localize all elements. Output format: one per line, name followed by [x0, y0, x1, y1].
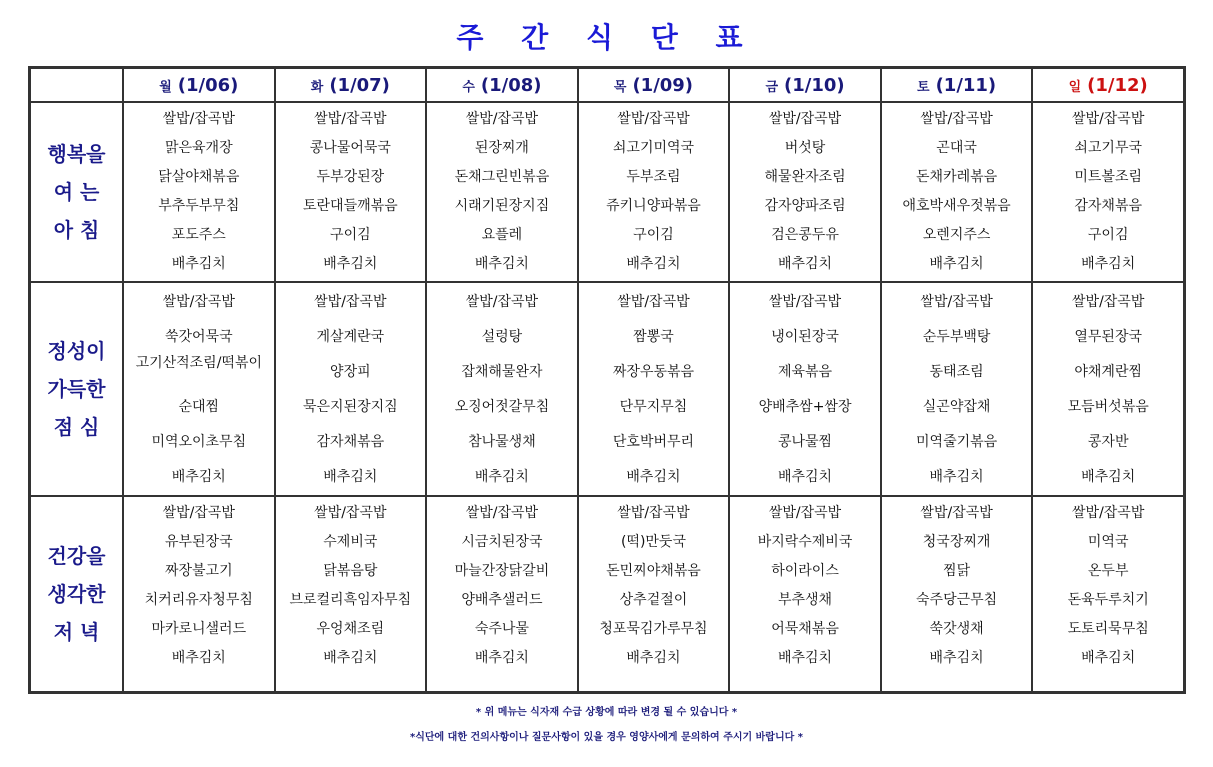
- meal-label-line: 여 는: [53, 180, 100, 204]
- menu-list: [882, 103, 1032, 279]
- menu-item: 게살계란국: [316, 329, 385, 345]
- day-header: [881, 68, 1033, 102]
- page-title: 주 간 식 단 표: [456, 21, 757, 54]
- menu-cell: [275, 496, 427, 692]
- day-icon: 수: [462, 79, 475, 95]
- menu-list: [579, 283, 729, 495]
- menu-item: 부추생채: [777, 592, 833, 608]
- menu-item: 두부조림: [626, 169, 681, 185]
- menu-item: 배추김치: [323, 469, 378, 485]
- menu-item: 배추김치: [626, 650, 681, 666]
- menu-item: 제육볶음: [777, 364, 833, 380]
- menu-item: 포도주스: [171, 227, 226, 243]
- menu-item: 온두부: [1087, 563, 1129, 579]
- menu-item: 쌀밥/잡곡밥: [465, 111, 539, 127]
- meal-label-line: 점 심: [53, 415, 100, 439]
- menu-cell: [426, 102, 578, 282]
- menu-item: 시금치된장국: [461, 534, 543, 550]
- menu-cell: [578, 496, 730, 692]
- menu-item: 두부강된장: [316, 169, 385, 185]
- meal-row: [30, 282, 1184, 496]
- menu-item: 쌀밥/잡곡밥: [617, 111, 690, 127]
- menu-item: 양장피: [330, 364, 371, 380]
- menu-item: 배추김치: [777, 650, 833, 666]
- day-date: (1/10): [784, 74, 845, 96]
- menu-item: 감자채볶음: [1074, 198, 1142, 214]
- meal-label: [30, 282, 123, 496]
- menu-cell: [123, 102, 275, 282]
- menu-item: 미역줄기볶음: [916, 434, 998, 450]
- menu-item: 쌀밥/잡곡밥: [1072, 111, 1145, 127]
- menu-item: 콩나물어묵국: [309, 140, 391, 156]
- menu-item: 냉이된장국: [771, 329, 839, 345]
- menu-item: 순대찜: [178, 399, 220, 415]
- menu-item: 쌀밥/잡곡밥: [768, 294, 842, 310]
- menu-item: 토란대들깨볶음: [303, 198, 398, 214]
- menu-item: 배추김치: [323, 256, 378, 272]
- menu-item: 배추김치: [474, 469, 529, 485]
- menu-item: 돈채그린빈볶음: [454, 169, 550, 185]
- menu-cell: [881, 102, 1033, 282]
- menu-list: [882, 497, 1032, 673]
- menu-item: 배추김치: [474, 650, 529, 666]
- menu-item: 쌀밥/잡곡밥: [162, 294, 235, 310]
- menu-item: 감자채볶음: [316, 434, 385, 450]
- menu-item: 배추김치: [171, 469, 226, 485]
- menu-item: 콩나물찜: [777, 434, 833, 450]
- menu-item: 숙주당근무침: [916, 592, 998, 608]
- menu-item: 실곤약잡채: [922, 399, 991, 415]
- menu-item: 미역오이초무침: [151, 434, 247, 450]
- menu-item: 열무된장국: [1074, 329, 1142, 345]
- menu-item: 배추김치: [929, 256, 984, 272]
- menu-item: 잡채해물완자: [461, 364, 543, 380]
- menu-item: 양배추샐러드: [461, 592, 543, 608]
- menu-item: 쥬키니양파볶음: [606, 198, 701, 214]
- corner-cell: [30, 68, 123, 102]
- menu-cell: [123, 282, 275, 496]
- day-date: (1/09): [632, 74, 694, 96]
- menu-item: 모듬버섯볶음: [1067, 399, 1149, 415]
- day-icon: 금: [765, 79, 778, 95]
- menu-item: 쑥갓어묵국: [164, 329, 233, 345]
- menu-item: 양배추쌈+쌈장: [758, 399, 852, 415]
- menu-item: 배추김치: [474, 256, 529, 272]
- menu-item: 해물완자조림: [764, 169, 846, 185]
- menu-item: 청포묵김가루무침: [599, 621, 708, 637]
- day-icon: 토: [917, 79, 930, 95]
- day-date: (1/12): [1087, 74, 1148, 96]
- menu-item: 부추두부무침: [158, 198, 240, 214]
- menu-item: (떡)만둣국: [620, 534, 686, 550]
- menu-item: 수제비국: [323, 534, 378, 550]
- day-date: (1/07): [329, 74, 390, 96]
- menu-cell: [578, 282, 730, 496]
- menu-item: 맑은육개장: [164, 140, 233, 156]
- day-header: [729, 68, 881, 102]
- menu-item: 쌀밥/잡곡밥: [465, 505, 539, 521]
- meal-label: [30, 102, 123, 282]
- menu-item: 배추김치: [1081, 650, 1136, 666]
- menu-list: [276, 103, 426, 279]
- menu-item: 오렌지주스: [922, 227, 991, 243]
- menu-item: 야채계란찜: [1074, 364, 1142, 380]
- day-header: [1032, 68, 1184, 102]
- day-header: [426, 68, 578, 102]
- menu-item: 배추김치: [171, 650, 226, 666]
- menu-item: 배추김치: [777, 469, 833, 485]
- meal-label-line: 행복을: [47, 142, 106, 166]
- menu-item: 구이김: [1087, 227, 1129, 243]
- day-header: [578, 68, 730, 102]
- menu-item: 단호박버무리: [612, 434, 695, 450]
- menu-item: 배추김치: [323, 650, 378, 666]
- menu-item: 배추김치: [777, 256, 833, 272]
- menu-item: 닭볶음탕: [323, 563, 378, 579]
- day-date: (1/08): [480, 74, 542, 96]
- day-date: (1/06): [177, 74, 239, 96]
- note-contact-dietitian: *식단에 대한 건의사항이나 질문사항이 있을 경우 영양사에게 문의하여 주시기 바랍니다 *: [409, 732, 804, 743]
- menu-item: 미역국: [1087, 534, 1129, 550]
- menu-item: 동태조림: [929, 364, 984, 380]
- menu-list: [427, 103, 577, 279]
- menu-item: 브로컬리흑임자무침: [289, 592, 412, 608]
- day-header: [123, 68, 275, 102]
- menu-item: 쌀밥/잡곡밥: [617, 294, 690, 310]
- menu-item: 쌀밥/잡곡밥: [162, 505, 235, 521]
- meal-label-line: 정성이: [47, 339, 106, 363]
- menu-item: 콩자반: [1087, 434, 1129, 450]
- meal-label-line: 생각한: [47, 582, 106, 606]
- menu-item: 쌀밥/잡곡밥: [1072, 294, 1145, 310]
- menu-cell: [1032, 102, 1184, 282]
- menu-cell: [881, 282, 1033, 496]
- menu-list: [124, 103, 274, 279]
- menu-item: 짜장불고기: [164, 563, 233, 579]
- menu-cell: [881, 496, 1033, 692]
- meal-label-line: 저 녁: [53, 620, 100, 644]
- menu-item: 오징어젓갈무침: [454, 399, 550, 415]
- menu-item: 짬뽕국: [633, 329, 674, 345]
- menu-item: 쌀밥/잡곡밥: [162, 111, 235, 127]
- menu-item: 닭살야채볶음: [158, 169, 240, 185]
- day-icon: 월: [159, 79, 172, 95]
- menu-list: [730, 283, 880, 495]
- menu-item: 요플레: [481, 227, 523, 243]
- note-menu-change: * 위 메뉴는 식자재 수급 상황에 따라 변경 될 수 있습니다 *: [475, 707, 738, 718]
- meal-label-line: 가득한: [47, 377, 106, 401]
- menu-item: 곤대국: [936, 140, 977, 156]
- menu-item: 쌀밥/잡곡밥: [768, 505, 842, 521]
- menu-cell: [275, 102, 427, 282]
- menu-list: [124, 497, 274, 673]
- menu-list: [427, 497, 577, 673]
- menu-item: 배추김치: [626, 469, 681, 485]
- menu-item: 상추겉절이: [619, 592, 688, 608]
- menu-cell: [578, 102, 730, 282]
- menu-list: [276, 497, 426, 673]
- menu-item: 순두부백탕: [922, 329, 991, 345]
- menu-list: [124, 283, 274, 495]
- menu-item: 우엉채조림: [316, 621, 385, 637]
- menu-item: 설렁탕: [481, 329, 523, 345]
- menu-item: 배추김치: [626, 256, 681, 272]
- menu-item: 쌀밥/잡곡밥: [465, 294, 539, 310]
- menu-list: [730, 497, 880, 673]
- day-icon: 화: [310, 79, 324, 95]
- day-icon: 일: [1068, 79, 1082, 95]
- menu-list: [579, 497, 729, 673]
- day-date: (1/11): [935, 74, 997, 96]
- menu-list: [1033, 497, 1183, 673]
- menu-item: 쌀밥/잡곡밥: [617, 505, 690, 521]
- menu-item: 마늘간장닭갈비: [454, 563, 550, 579]
- menu-item: 어묵채볶음: [771, 621, 839, 637]
- day-header: [275, 68, 427, 102]
- menu-item: 도토리묵무침: [1067, 621, 1149, 637]
- menu-item: 쌀밥/잡곡밥: [1072, 505, 1145, 521]
- menu-item: 단무지무침: [619, 399, 688, 415]
- menu-item: 돈민찌야채볶음: [606, 563, 701, 579]
- menu-item: 애호박새우젓볶음: [902, 198, 1011, 214]
- menu-cell: [1032, 282, 1184, 496]
- menu-item: 청국장찌개: [922, 534, 991, 550]
- weekly-menu-table: [28, 66, 1186, 694]
- menu-cell: [729, 496, 881, 692]
- menu-item: 배추김치: [171, 256, 226, 272]
- meal-label-line: 아 침: [53, 218, 100, 242]
- menu-list: [1033, 103, 1183, 279]
- menu-list: [1033, 283, 1183, 495]
- menu-cell: [729, 102, 881, 282]
- menu-item: 짜장우동볶음: [612, 364, 695, 380]
- menu-item: 바지락수제비국: [757, 534, 853, 550]
- menu-cell: [426, 282, 578, 496]
- meal-row: [30, 496, 1184, 692]
- menu-item: 된장찌개: [474, 140, 529, 156]
- day-icon: 목: [613, 79, 627, 95]
- menu-item: 마카로니샐러드: [151, 621, 247, 637]
- menu-list: [882, 283, 1032, 495]
- menu-cell: [123, 496, 275, 692]
- menu-item: 구이김: [633, 227, 674, 243]
- menu-item: 참나물생채: [468, 434, 536, 450]
- menu-item: 구이김: [330, 227, 371, 243]
- menu-item: 쌀밥/잡곡밥: [314, 505, 387, 521]
- menu-item: 쌀밥/잡곡밥: [920, 294, 993, 310]
- menu-list: [730, 103, 880, 279]
- menu-item: 쌀밥/잡곡밥: [920, 111, 993, 127]
- menu-item: 하이라이스: [771, 563, 839, 579]
- menu-list: [276, 283, 426, 495]
- menu-cell: [1032, 496, 1184, 692]
- menu-list: [427, 283, 577, 495]
- menu-item: 배추김치: [929, 469, 984, 485]
- menu-cell: [426, 496, 578, 692]
- menu-item: 감자양파조림: [764, 198, 846, 214]
- menu-item: 시래기된장지짐: [454, 198, 550, 214]
- menu-item: 쌀밥/잡곡밥: [920, 505, 993, 521]
- menu-item: 치커리유자청무침: [144, 592, 253, 608]
- menu-item: 버섯탕: [784, 140, 826, 156]
- menu-item: 쇠고기무국: [1074, 140, 1142, 156]
- menu-item: 쇠고기미역국: [612, 140, 695, 156]
- menu-item: 쌀밥/잡곡밥: [314, 111, 387, 127]
- menu-item: 고기산적조림/떡볶이: [135, 355, 262, 371]
- menu-item: 미트볼조림: [1074, 169, 1142, 185]
- menu-item: 돈육두루치기: [1067, 592, 1149, 608]
- meal-row: [30, 102, 1184, 282]
- meal-label: [30, 496, 123, 692]
- day-header-row: [30, 68, 1184, 102]
- menu-item: 배추김치: [929, 650, 984, 666]
- menu-item: 쑥갓생채: [929, 621, 984, 637]
- meal-label-line: 건강을: [47, 544, 106, 568]
- menu-item: 쌀밥/잡곡밥: [768, 111, 842, 127]
- menu-item: 숙주나물: [474, 621, 529, 637]
- menu-list: [579, 103, 729, 279]
- menu-item: 돈채카레볶음: [916, 169, 998, 185]
- menu-item: 쌀밥/잡곡밥: [314, 294, 387, 310]
- menu-item: 검은콩두유: [771, 227, 839, 243]
- menu-cell: [275, 282, 427, 496]
- menu-cell: [729, 282, 881, 496]
- menu-item: 찜닭: [943, 563, 971, 579]
- menu-item: 배추김치: [1081, 256, 1136, 272]
- menu-item: 배추김치: [1081, 469, 1136, 485]
- menu-item: 묵은지된장지짐: [303, 399, 398, 415]
- menu-item: 유부된장국: [164, 534, 233, 550]
